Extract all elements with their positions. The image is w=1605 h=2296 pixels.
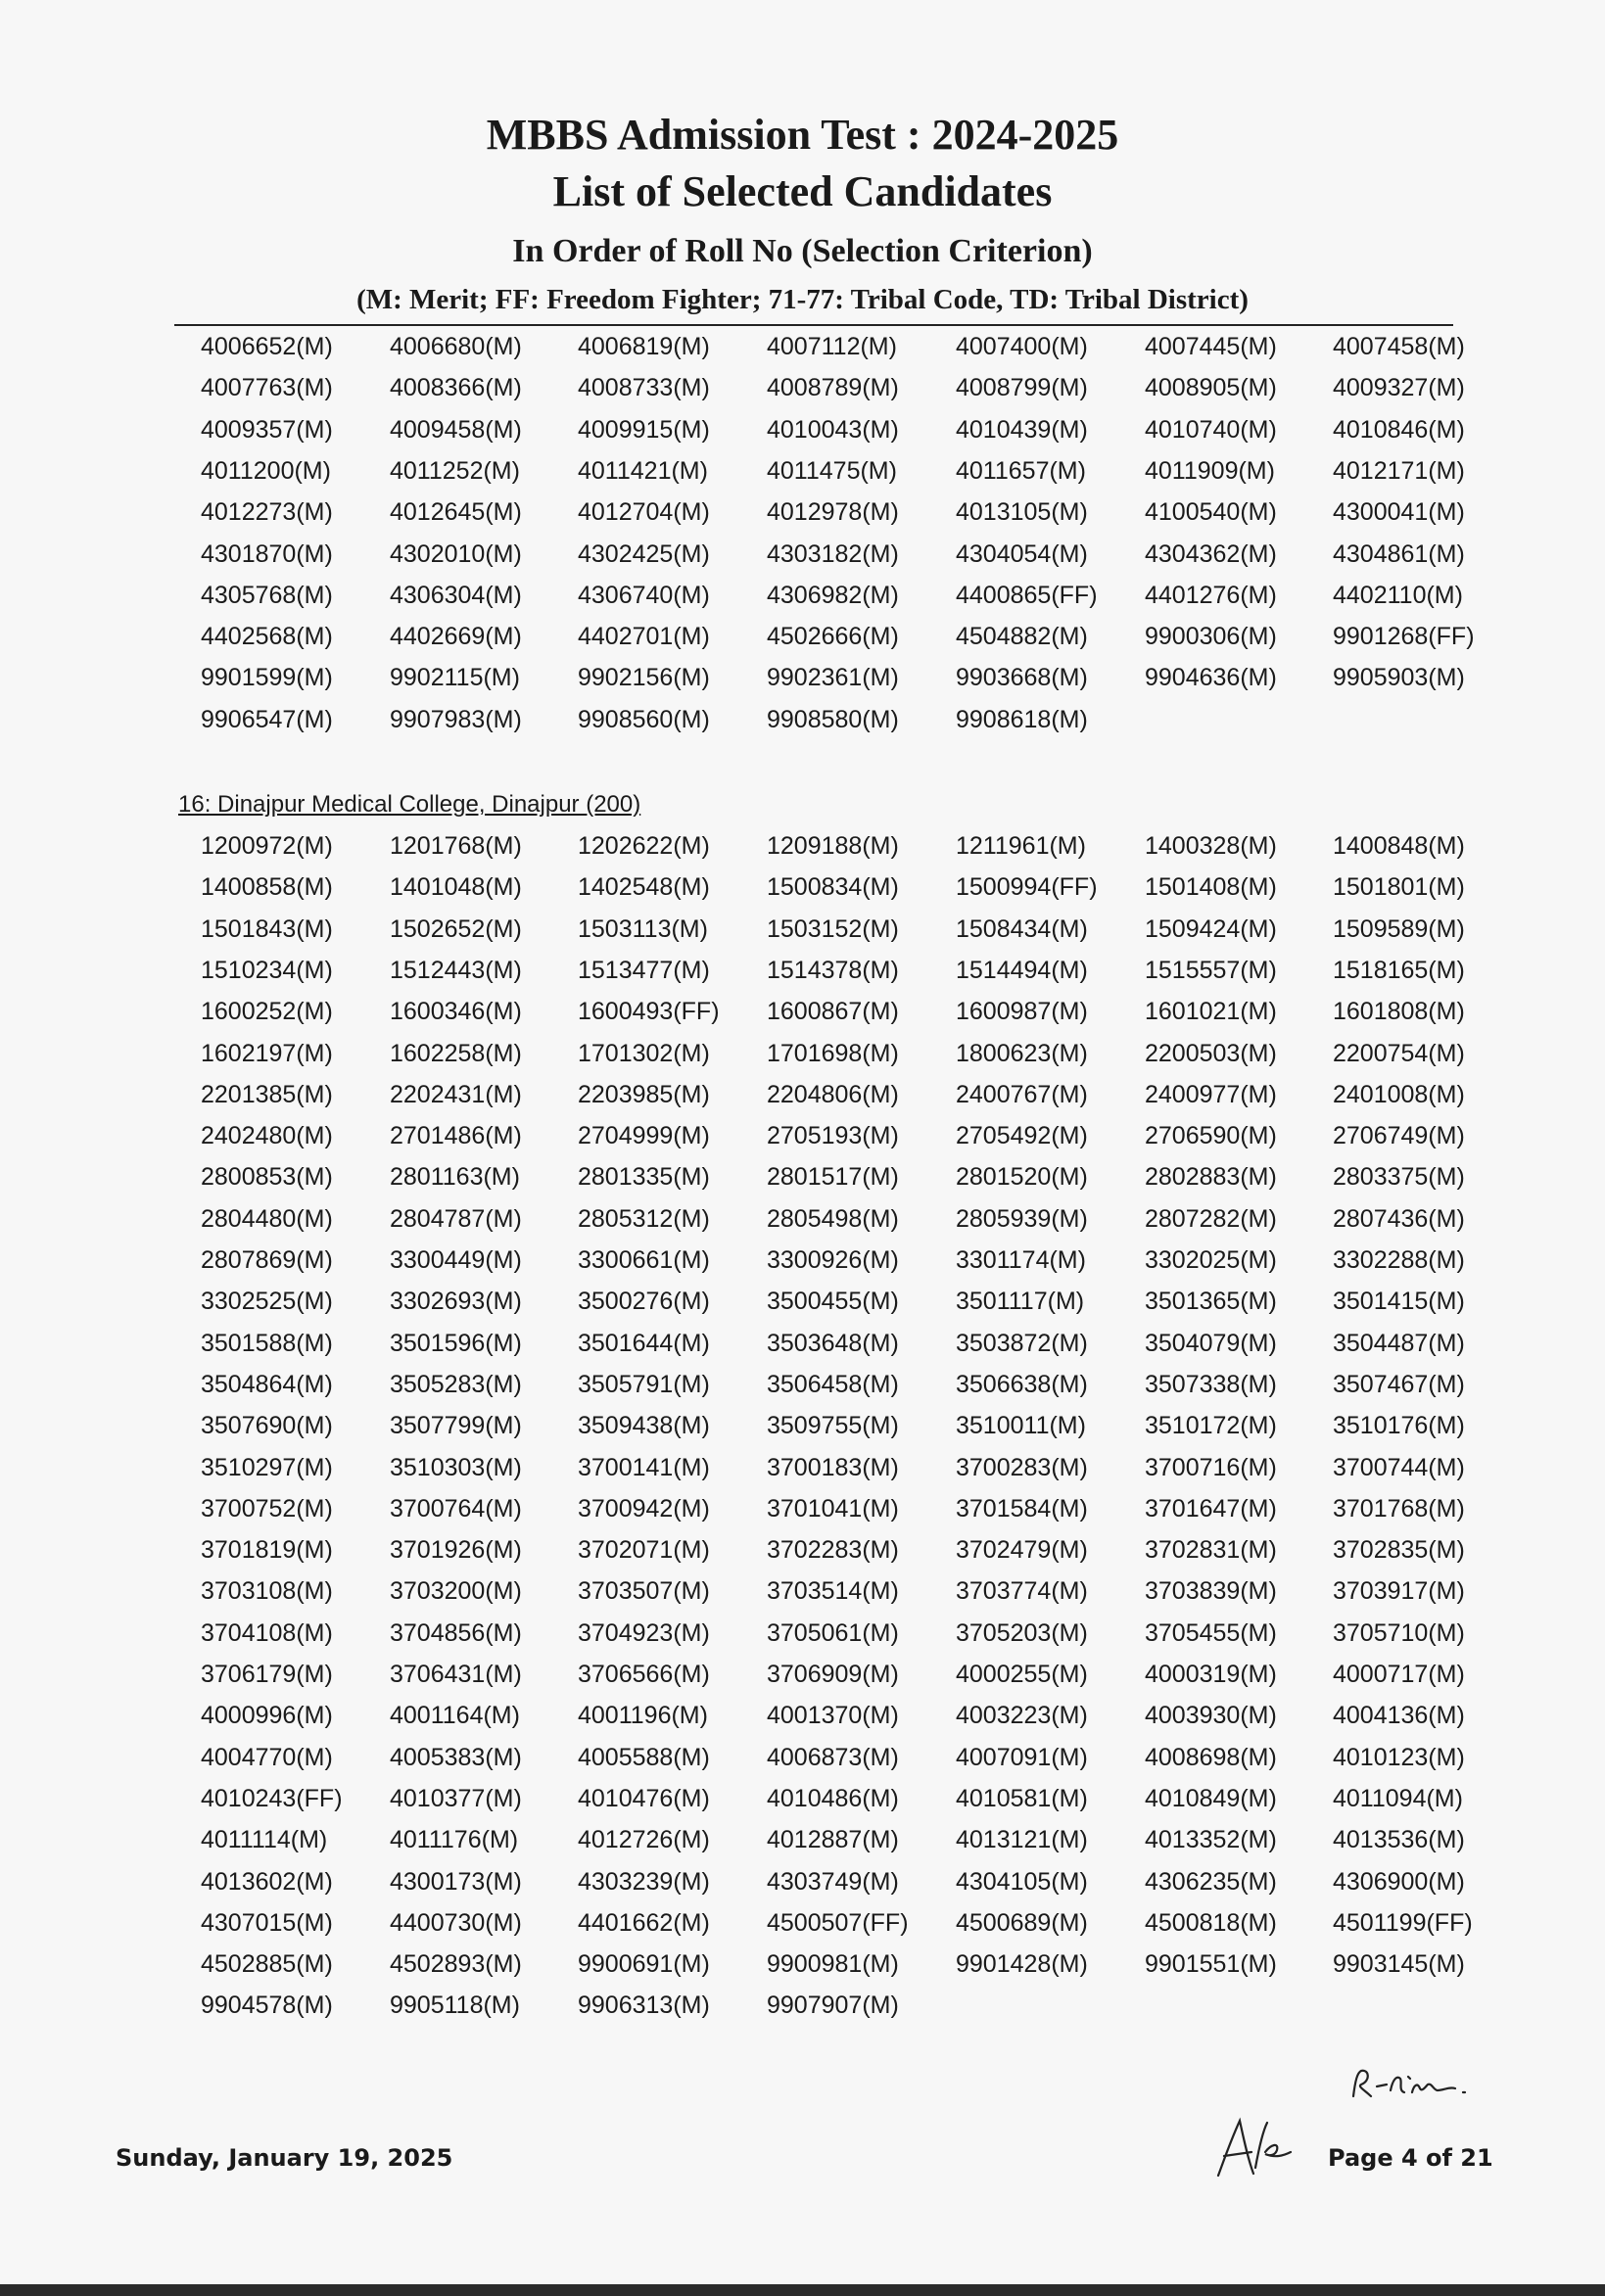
roll-number: 1501408(M): [1145, 873, 1277, 902]
roll-number: 4302010(M): [390, 539, 522, 568]
roll-number: 3701819(M): [201, 1536, 333, 1565]
roll-number: 3501596(M): [390, 1329, 522, 1357]
roll-number: 3706909(M): [767, 1661, 899, 1688]
roll-number: 9900691(M): [578, 1950, 710, 1979]
roll-number: 3703108(M): [201, 1577, 333, 1606]
roll-number: 2805939(M): [956, 1204, 1088, 1233]
roll-number: 3700716(M): [1145, 1453, 1277, 1481]
roll-number: 3505283(M): [390, 1370, 522, 1398]
roll-number: 1400328(M): [1145, 832, 1277, 860]
roll-number: 1400848(M): [1333, 832, 1465, 860]
roll-number: 2801163(M): [390, 1163, 520, 1192]
roll-number: 1500994(FF): [956, 873, 1098, 902]
roll-number: 4500689(M): [956, 1908, 1088, 1937]
roll-number: 3705455(M): [1145, 1618, 1277, 1647]
roll-number: 4009357(M): [201, 415, 333, 444]
roll-number: 3300449(M): [390, 1246, 522, 1274]
roll-number: 1510234(M): [201, 956, 333, 984]
roll-number: 3702831(M): [1145, 1536, 1277, 1565]
roll-number: 2202431(M): [390, 1080, 522, 1108]
roll-number: 3507467(M): [1333, 1370, 1465, 1398]
roll-number: 4306740(M): [578, 581, 710, 609]
roll-number: 3501588(M): [201, 1329, 333, 1357]
roll-number: 2807436(M): [1333, 1204, 1465, 1233]
roll-number: 4306304(M): [390, 581, 522, 609]
roll-number: 4006652(M): [201, 333, 333, 360]
roll-number: 3506458(M): [767, 1370, 899, 1398]
roll-number: 1602197(M): [201, 1039, 333, 1067]
roll-number: 4010581(M): [956, 1784, 1088, 1812]
roll-number: 3510172(M): [1145, 1412, 1277, 1440]
roll-number: 1508434(M): [956, 914, 1088, 943]
roll-number: 3504487(M): [1333, 1329, 1465, 1357]
roll-number: 4006680(M): [390, 333, 522, 360]
roll-number: 4303749(M): [767, 1867, 899, 1896]
roll-number: 9907907(M): [767, 1991, 899, 2020]
roll-number: 1514494(M): [956, 956, 1088, 984]
roll-number: 3706179(M): [201, 1661, 333, 1688]
roll-number: 2801517(M): [767, 1163, 899, 1192]
roll-number: 3501365(M): [1145, 1288, 1277, 1316]
roll-number: 4008799(M): [956, 374, 1088, 402]
document-title: MBBS Admission Test : 2024-2025: [486, 111, 1119, 159]
roll-number: 2801520(M): [956, 1163, 1088, 1192]
roll-number: 4100540(M): [1145, 498, 1277, 527]
roll-number: 4008698(M): [1145, 1743, 1277, 1771]
roll-number: 4004770(M): [201, 1743, 333, 1771]
roll-number: 9900981(M): [767, 1950, 899, 1979]
roll-number: 2400767(M): [956, 1080, 1088, 1108]
roll-number: 3505791(M): [578, 1370, 710, 1398]
roll-number: 3301174(M): [956, 1246, 1086, 1274]
order-note: In Order of Roll No (Selection Criterion): [512, 233, 1093, 269]
roll-number: 3701647(M): [1145, 1494, 1277, 1523]
roll-number: 1701302(M): [578, 1039, 710, 1067]
roll-number: 4013352(M): [1145, 1826, 1277, 1854]
roll-number: 4300173(M): [390, 1867, 522, 1896]
roll-number: 4010377(M): [390, 1784, 522, 1812]
roll-number: 4012645(M): [390, 498, 522, 527]
roll-number: 4302425(M): [578, 539, 710, 568]
roll-number: 2805498(M): [767, 1204, 899, 1233]
roll-number: 4007445(M): [1145, 333, 1277, 360]
roll-number: 3705061(M): [767, 1618, 899, 1647]
roll-number: 4012704(M): [578, 498, 710, 527]
roll-number: 2705492(M): [956, 1122, 1088, 1150]
roll-number: 4009327(M): [1333, 374, 1465, 402]
header-rule: [174, 324, 1453, 326]
roll-number: 3507690(M): [201, 1412, 333, 1440]
roll-number: 9905903(M): [1333, 664, 1465, 692]
roll-number: 9904578(M): [201, 1991, 333, 2020]
roll-number: 1515557(M): [1145, 956, 1277, 984]
roll-number: 3703839(M): [1145, 1577, 1277, 1606]
roll-number: 2400977(M): [1145, 1080, 1277, 1108]
roll-number: 3300926(M): [767, 1246, 899, 1274]
roll-number: 1501801(M): [1333, 873, 1465, 902]
roll-number: 2701486(M): [390, 1122, 522, 1150]
roll-number: 2805312(M): [578, 1204, 710, 1233]
roll-number: 3501415(M): [1333, 1288, 1465, 1316]
roll-number: 4008733(M): [578, 374, 710, 402]
roll-number: 3510176(M): [1333, 1412, 1465, 1440]
roll-number: 9906547(M): [201, 705, 333, 733]
roll-number: 1503113(M): [578, 914, 708, 943]
roll-number: 1800623(M): [956, 1039, 1088, 1067]
roll-number: 2200754(M): [1333, 1039, 1465, 1067]
roll-number: 4501199(FF): [1333, 1908, 1473, 1937]
roll-number: 3510011(M): [956, 1412, 1086, 1440]
roll-number: 4502666(M): [767, 623, 899, 651]
roll-number: 1600987(M): [956, 998, 1088, 1026]
roll-number: 9901551(M): [1145, 1950, 1277, 1979]
roll-number: 3700764(M): [390, 1494, 522, 1523]
roll-number: 4010846(M): [1333, 415, 1465, 444]
roll-number: 4012171(M): [1333, 456, 1465, 485]
roll-number: 3703507(M): [578, 1577, 710, 1606]
roll-number: 3704856(M): [390, 1618, 522, 1647]
roll-number: 4000996(M): [201, 1702, 333, 1730]
roll-number: 4013105(M): [956, 498, 1088, 527]
roll-number: 3703514(M): [767, 1577, 899, 1606]
roll-number: 3509438(M): [578, 1412, 710, 1440]
roll-number: 9903668(M): [956, 664, 1088, 692]
roll-number: 1211961(M): [956, 832, 1086, 860]
roll-number: 3504079(M): [1145, 1329, 1277, 1357]
roll-number: 4008789(M): [767, 374, 899, 402]
roll-number: 9902156(M): [578, 664, 710, 692]
roll-number: 4001164(M): [390, 1702, 520, 1730]
roll-number: 2200503(M): [1145, 1039, 1277, 1067]
roll-number: 3704108(M): [201, 1618, 333, 1647]
roll-number: 4004136(M): [1333, 1702, 1465, 1730]
roll-number: 9908618(M): [956, 705, 1088, 733]
roll-number: 4010476(M): [578, 1784, 710, 1812]
roll-number: 3507338(M): [1145, 1370, 1277, 1398]
roll-number: 4305768(M): [201, 581, 333, 609]
roll-number: 4402669(M): [390, 623, 522, 651]
roll-number: 1202622(M): [578, 832, 710, 860]
roll-number: 9900306(M): [1145, 623, 1277, 651]
roll-number: 4007763(M): [201, 374, 333, 402]
roll-number: 2704999(M): [578, 1122, 710, 1150]
document-subtitle: List of Selected Candidates: [552, 167, 1053, 215]
roll-number: 4502885(M): [201, 1950, 333, 1979]
roll-number: 3701926(M): [390, 1536, 522, 1565]
roll-number: 4011176(M): [390, 1826, 519, 1854]
roll-number: 4306235(M): [1145, 1867, 1277, 1896]
roll-number: 3501644(M): [578, 1329, 710, 1357]
roll-number: 3500276(M): [578, 1288, 710, 1316]
roll-number: 4402568(M): [201, 623, 333, 651]
roll-number: 4010439(M): [956, 415, 1088, 444]
roll-number: 4010123(M): [1333, 1743, 1465, 1771]
roll-number: 3700141(M): [578, 1453, 710, 1481]
roll-number: 9901599(M): [201, 664, 333, 692]
roll-number: 4012887(M): [767, 1826, 899, 1854]
roll-number: 4001370(M): [767, 1702, 899, 1730]
roll-number: 2807282(M): [1145, 1204, 1277, 1233]
roll-number: 3302525(M): [201, 1288, 333, 1316]
roll-number: 4012726(M): [578, 1826, 710, 1854]
roll-number: 4008905(M): [1145, 374, 1277, 402]
roll-number: 2401008(M): [1333, 1080, 1465, 1108]
roll-number: 9908560(M): [578, 705, 710, 733]
roll-number: 4304054(M): [956, 539, 1088, 568]
roll-number: 1201768(M): [390, 832, 522, 860]
roll-number: 4303182(M): [767, 539, 899, 568]
roll-number: 1509589(M): [1333, 914, 1465, 943]
roll-number: 2803375(M): [1333, 1163, 1465, 1192]
roll-number: 1400858(M): [201, 873, 333, 902]
roll-number: 1518165(M): [1333, 956, 1465, 984]
roll-number: 3700183(M): [767, 1453, 899, 1481]
roll-number: 1501843(M): [201, 914, 333, 943]
roll-number: 1602258(M): [390, 1039, 522, 1067]
roll-number: 3706431(M): [390, 1661, 522, 1688]
roll-number: 4012273(M): [201, 498, 333, 527]
roll-number: 4007091(M): [956, 1743, 1088, 1771]
roll-number: 4301870(M): [201, 539, 333, 568]
roll-number: 3300661(M): [578, 1246, 710, 1274]
roll-number: 2203985(M): [578, 1080, 710, 1108]
roll-number: 4010043(M): [767, 415, 899, 444]
footer-page-number: Page 4 of 21: [1328, 2144, 1493, 2172]
roll-number: 2800853(M): [201, 1163, 333, 1192]
roll-number: 3703200(M): [390, 1577, 522, 1606]
roll-number: 3510303(M): [390, 1453, 522, 1481]
roll-number: 1600252(M): [201, 998, 333, 1026]
roll-number: 4010243(FF): [201, 1784, 343, 1812]
roll-number: 1601808(M): [1333, 998, 1465, 1026]
roll-number: 1601021(M): [1145, 998, 1277, 1026]
roll-number: 3702479(M): [956, 1536, 1088, 1565]
roll-number: 3700744(M): [1333, 1453, 1465, 1481]
roll-number: 9903145(M): [1333, 1950, 1465, 1979]
roll-number: 2201385(M): [201, 1080, 333, 1108]
roll-number: 3700942(M): [578, 1494, 710, 1523]
roll-number: 3302288(M): [1333, 1246, 1465, 1274]
roll-number: 4303239(M): [578, 1867, 710, 1896]
roll-number: 3703917(M): [1333, 1577, 1465, 1606]
roll-number: 3703774(M): [956, 1577, 1088, 1606]
roll-number: 1600346(M): [390, 998, 522, 1026]
roll-number: 3701041(M): [767, 1494, 899, 1523]
signature-1: [1347, 2061, 1504, 2110]
roll-number: 4011094(M): [1333, 1784, 1463, 1812]
roll-number: 4500507(FF): [767, 1908, 909, 1937]
roll-number: 3701584(M): [956, 1494, 1088, 1523]
roll-number: 4006819(M): [578, 333, 710, 360]
roll-number: 1503152(M): [767, 914, 899, 943]
roll-number: 3501117(M): [956, 1288, 1085, 1316]
roll-number: 4001196(M): [578, 1702, 708, 1730]
roll-number: 3706566(M): [578, 1661, 710, 1688]
roll-number: 4012978(M): [767, 498, 899, 527]
roll-number: 3506638(M): [956, 1370, 1088, 1398]
roll-number: 1514378(M): [767, 956, 899, 984]
roll-number: 2807869(M): [201, 1246, 333, 1274]
roll-number: 2804480(M): [201, 1204, 333, 1233]
roll-number: 4304105(M): [956, 1867, 1088, 1896]
roll-number: 4400730(M): [390, 1908, 522, 1937]
roll-number: 1509424(M): [1145, 914, 1277, 943]
roll-number: 4011909(M): [1145, 456, 1275, 485]
roll-number: 4010486(M): [767, 1784, 899, 1812]
roll-number: 4402701(M): [578, 623, 710, 651]
roll-number: 4010740(M): [1145, 415, 1277, 444]
roll-number: 4011421(M): [578, 456, 708, 485]
roll-number: 2706590(M): [1145, 1122, 1277, 1150]
roll-number: 4007458(M): [1333, 333, 1465, 360]
roll-number: 4003930(M): [1145, 1702, 1277, 1730]
roll-number: 2802883(M): [1145, 1163, 1277, 1192]
roll-number: 4005383(M): [390, 1743, 522, 1771]
roll-number: 3302025(M): [1145, 1246, 1277, 1274]
signature-2: [1210, 2113, 1318, 2186]
roll-number: 9907983(M): [390, 705, 522, 733]
roll-number: 4005588(M): [578, 1743, 710, 1771]
roll-number: 4307015(M): [201, 1908, 333, 1937]
roll-number: 1600867(M): [767, 998, 899, 1026]
roll-number: 9901428(M): [956, 1950, 1088, 1979]
roll-number: 3702835(M): [1333, 1536, 1465, 1565]
roll-number: 3504864(M): [201, 1370, 333, 1398]
roll-number: 3702071(M): [578, 1536, 710, 1565]
roll-number: 4011475(M): [767, 456, 897, 485]
legend-note: (M: Merit; FF: Freedom Fighter; 71-77: Tribal Code, TD: Tribal District): [356, 284, 1249, 315]
roll-number: 3507799(M): [390, 1412, 522, 1440]
roll-number: 1500834(M): [767, 873, 899, 902]
roll-number: 9904636(M): [1145, 664, 1277, 692]
roll-number: 4504882(M): [956, 623, 1088, 651]
roll-number: 9906313(M): [578, 1991, 710, 2020]
roll-number: 3705203(M): [956, 1618, 1088, 1647]
roll-number: 3503872(M): [956, 1329, 1088, 1357]
roll-number: 4008366(M): [390, 374, 522, 402]
roll-number: 3302693(M): [390, 1288, 522, 1316]
roll-number: 4003223(M): [956, 1702, 1088, 1730]
roll-number: 4400865(FF): [956, 581, 1098, 609]
roll-number: 1513477(M): [578, 956, 710, 984]
roll-number: 2706749(M): [1333, 1122, 1465, 1150]
roll-number: 4013121(M): [956, 1826, 1088, 1854]
roll-number: 3700283(M): [956, 1453, 1088, 1481]
roll-number: 2705193(M): [767, 1122, 899, 1150]
roll-number: 3510297(M): [201, 1453, 333, 1481]
roll-number: 4000319(M): [1145, 1661, 1277, 1688]
roll-number: 9902361(M): [767, 664, 899, 692]
roll-number: 4007400(M): [956, 333, 1088, 360]
roll-number: 4011200(M): [201, 456, 331, 485]
roll-number: 4306900(M): [1333, 1867, 1465, 1896]
roll-number: 4013536(M): [1333, 1826, 1465, 1854]
roll-number: 1600493(FF): [578, 998, 720, 1026]
roll-number: 1512443(M): [390, 956, 522, 984]
roll-number: 4000255(M): [956, 1661, 1088, 1688]
roll-number: 3704923(M): [578, 1618, 710, 1647]
roll-number: 4010849(M): [1145, 1784, 1277, 1812]
roll-number: 1401048(M): [390, 873, 522, 902]
roll-number: 4300041(M): [1333, 498, 1465, 527]
roll-number: 9902115(M): [390, 664, 520, 692]
footer-date: Sunday, January 19, 2025: [116, 2144, 453, 2172]
roll-number: 3701768(M): [1333, 1494, 1465, 1523]
roll-number: 1502652(M): [390, 914, 522, 943]
roll-number: 9901268(FF): [1333, 623, 1475, 651]
roll-number: 4502893(M): [390, 1950, 522, 1979]
roll-number: 4000717(M): [1333, 1661, 1465, 1688]
roll-number: 3702283(M): [767, 1536, 899, 1565]
roll-number: 3705710(M): [1333, 1618, 1465, 1647]
roll-number: 2801335(M): [578, 1163, 710, 1192]
roll-number: 1701698(M): [767, 1039, 899, 1067]
roll-number: 9908580(M): [767, 705, 899, 733]
roll-number: 2804787(M): [390, 1204, 522, 1233]
roll-number: 4011114(M): [201, 1826, 328, 1854]
roll-number: 4006873(M): [767, 1743, 899, 1771]
roll-number: 4401276(M): [1145, 581, 1277, 609]
section-title: 16: Dinajpur Medical College, Dinajpur (200): [178, 791, 641, 818]
roll-number: 4009915(M): [578, 415, 710, 444]
roll-number: 4402110(M): [1333, 581, 1463, 609]
roll-number: 4009458(M): [390, 415, 522, 444]
roll-number: 2204806(M): [767, 1080, 899, 1108]
roll-number: 1402548(M): [578, 873, 710, 902]
roll-number: 1200972(M): [201, 832, 333, 860]
roll-number: 3509755(M): [767, 1412, 899, 1440]
roll-number: 4304362(M): [1145, 539, 1277, 568]
roll-number: 3500455(M): [767, 1288, 899, 1316]
roll-number: 4011657(M): [956, 456, 1086, 485]
roll-number: 3700752(M): [201, 1494, 333, 1523]
roll-number: 4500818(M): [1145, 1908, 1277, 1937]
roll-number: 3503648(M): [767, 1329, 899, 1357]
roll-number: 4011252(M): [390, 456, 520, 485]
roll-number: 9905118(M): [390, 1991, 520, 2020]
roll-number: 4401662(M): [578, 1908, 710, 1937]
roll-number: 4306982(M): [767, 581, 899, 609]
roll-number: 4013602(M): [201, 1867, 333, 1896]
scan-edge: [0, 2284, 1605, 2296]
roll-number: 1209188(M): [767, 832, 899, 860]
roll-number: 4007112(M): [767, 333, 897, 360]
roll-number: 2402480(M): [201, 1122, 333, 1150]
roll-number: 4304861(M): [1333, 539, 1465, 568]
